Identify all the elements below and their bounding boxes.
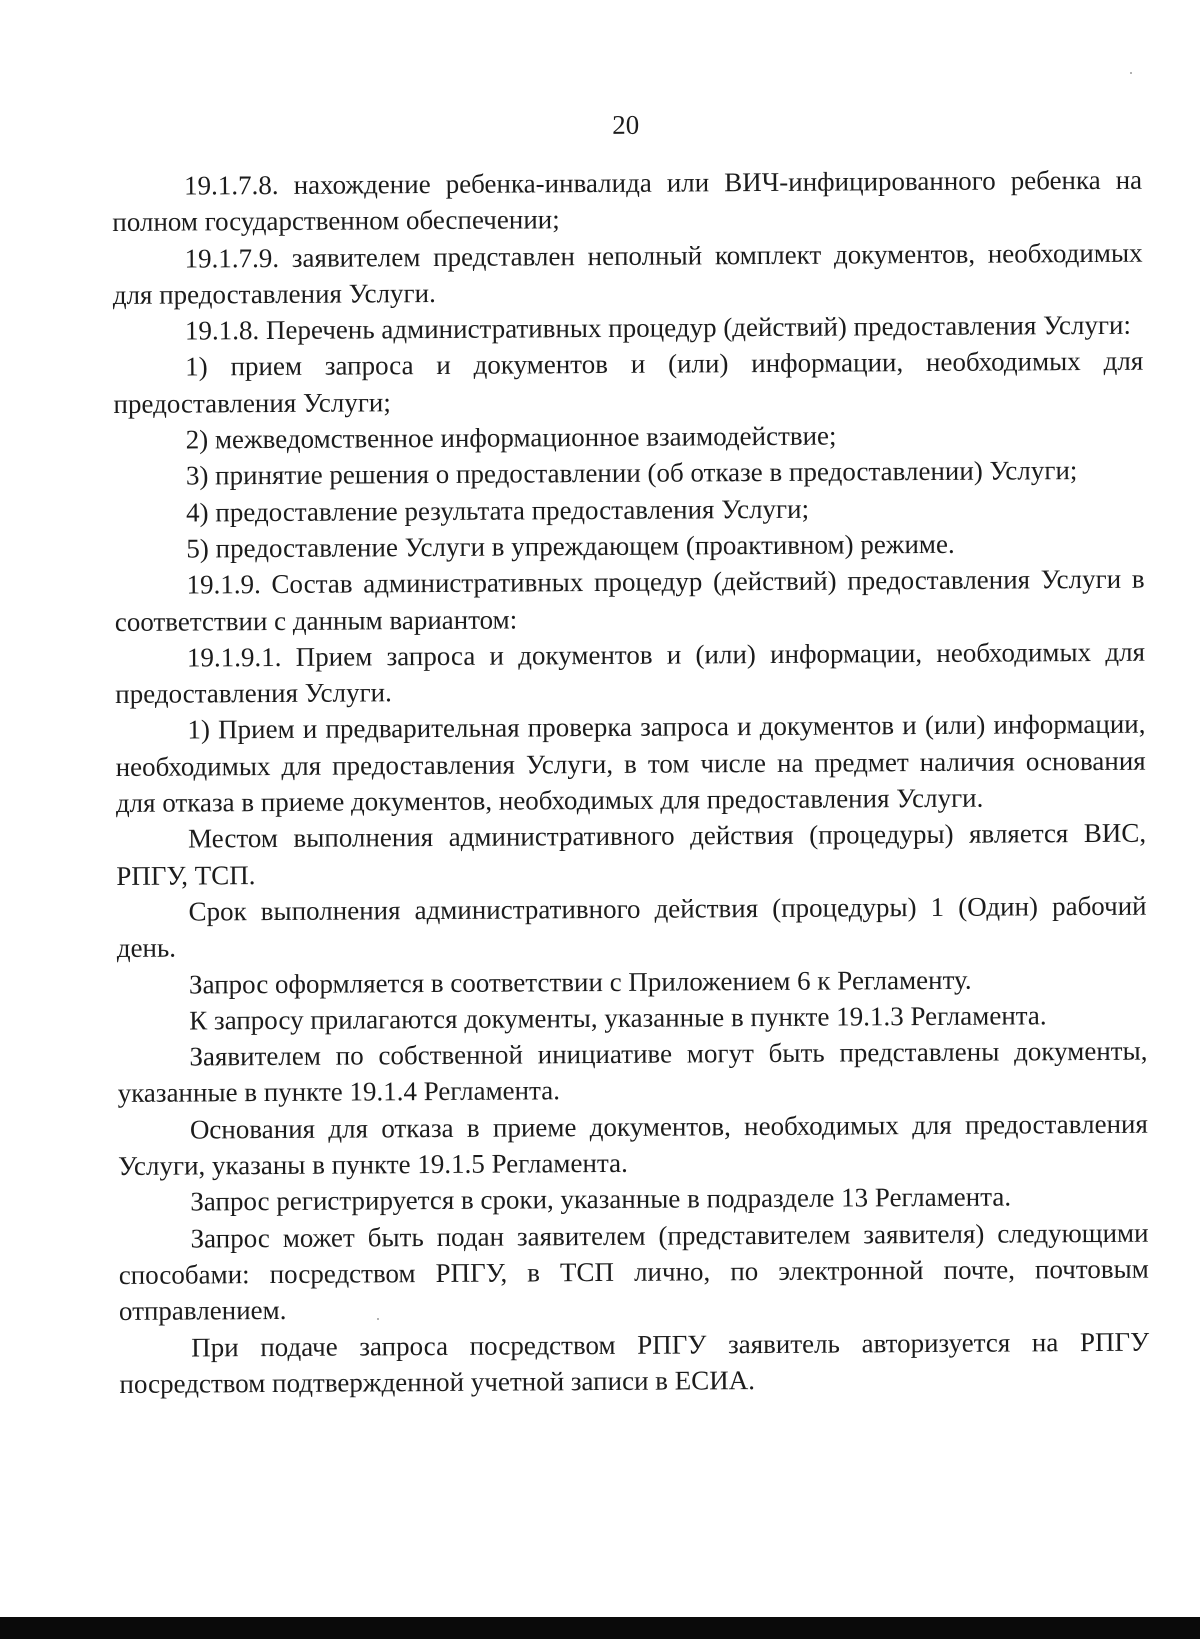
paragraph-19-1-8: 19.1.8. Перечень административных процедур (действий) предоставления Услуги: — [184, 309, 1132, 346]
paragraph-19-1-7-8: 19.1.7.8. нахождение ребенка-инвалида или ВИЧ-инфицированного ребенка на полном государственном обеспечении; — [112, 164, 1143, 238]
paragraph-refusal-grounds: Основания для отказа в приеме документов, необходимых для предоставления Услуги, указаны в пункте 19.1.5 Регламента. — [118, 1108, 1148, 1181]
paragraph-registration-terms: Запрос регистрируется в сроки, указанные в подразделе 13 Регламента. — [190, 1181, 1012, 1217]
list-item-5: 5) предоставление Услуги в упреждающем (проактивном) режиме. — [186, 528, 955, 564]
paragraph-19-1-7-9: 19.1.7.9. заявителем представлен неполный комплект документов, необходимых для предоставления Услуги. — [112, 237, 1143, 310]
paragraph-19-1-9: 19.1.9. Состав административных процедур (действий) предоставления Услуги в соответствии с данным вариантом: — [114, 563, 1145, 637]
scan-border — [0, 1617, 1200, 1639]
list-item-2: 2) межведомственное информационное взаимодействие; — [185, 420, 837, 455]
paragraph-execution-place: Местом выполнения административного действия (процедуры) является ВИС, РПГУ, ТСП. — [116, 818, 1147, 891]
paragraph-submission-methods: Запрос может быть подан заявителем (представителем заявителя) следующими способами: посредством РПГУ, в ТСП лично, по электронной почте, почтовым отправлением. — [118, 1217, 1149, 1327]
paragraph-execution-term: Срок выполнения административного действия (процедуры) 1 (Один) рабочий день. — [116, 890, 1147, 964]
procedure-step-1: 1) Прием и предварительная проверка запроса и документов и (или) информации, необходимых для предоставления Услуги, в том числе на предмет наличия основания для отказа в приеме документов, необходимых для предоставления Услуги. — [115, 709, 1146, 819]
paragraph-own-initiative-documents: Заявителем по собственной инициативе могут быть представлены документы, указанные в пункте 19.1.4 Регламента. — [117, 1035, 1148, 1109]
document-body — [112, 162, 1150, 1402]
scan-speck — [1130, 72, 1132, 74]
paragraph-attached-documents: К запросу прилагаются документы, указанные в пункте 19.1.3 Регламента. — [189, 1000, 1047, 1036]
list-item-4: 4) предоставление результата предоставления Услуги; — [186, 493, 810, 528]
paragraph-19-1-9-1: 19.1.9.1. Прием запроса и документов и (или) информации, необходимых для предоставления Услуги. — [115, 636, 1146, 710]
paragraph-request-form: Запрос оформляется в соответствии с Приложением 6 к Регламенту. — [188, 964, 972, 1000]
page-number: 20 — [612, 109, 640, 140]
list-item-1: 1) прием запроса и документов и (или) информации, необходимых для предоставления Услуги; — [113, 346, 1144, 419]
list-item-3: 3) принятие решения о предоставлении (об отказе в предоставлении) Услуги; — [185, 455, 1078, 491]
paragraph-rpgu-authorization: При подаче запроса посредством РПГУ заявитель авторизуется на РПГУ посредством подтвержденной учетной записи в ЕСИА. — [119, 1326, 1150, 1399]
scan-speck — [377, 1318, 379, 1320]
